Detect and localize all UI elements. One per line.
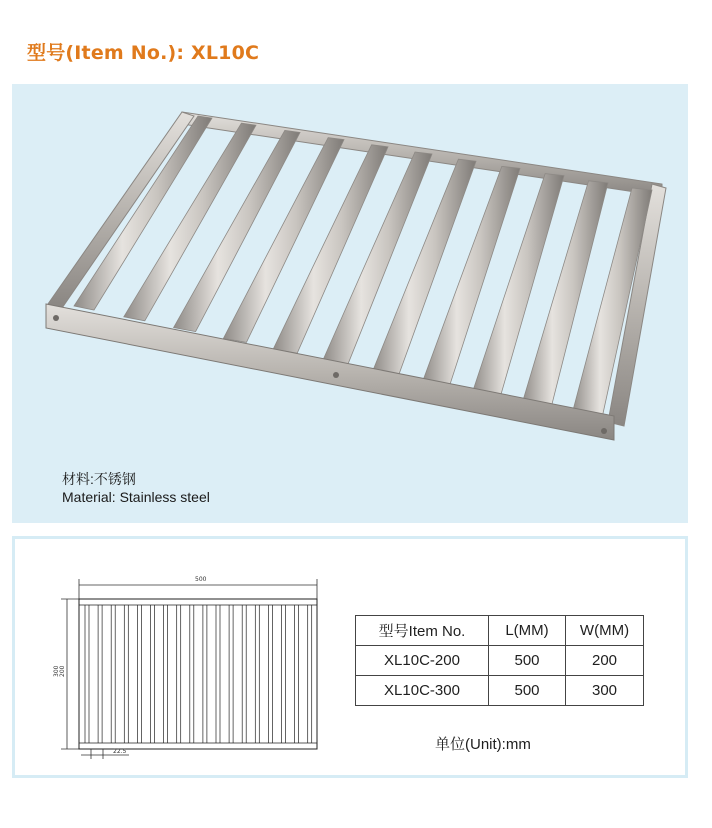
cell-item-no: XL10C-200 — [356, 646, 489, 676]
table-row — [356, 646, 644, 676]
material-en: Material: Stainless steel — [62, 489, 210, 505]
spec-table — [355, 615, 644, 706]
header-width: W(MM) — [566, 616, 644, 646]
rivet-left — [53, 315, 59, 321]
header-length: L(MM) — [489, 616, 566, 646]
material-caption — [62, 470, 210, 506]
dim-width-inner-label: 200 — [59, 665, 66, 677]
dim-width-outer-label: 300 — [53, 665, 60, 677]
header-item-no: 型号Item No. — [356, 616, 489, 646]
table-row — [356, 676, 644, 706]
table-header-row — [356, 616, 644, 646]
product-photo-panel — [12, 84, 688, 523]
frame-left-rail — [48, 112, 194, 308]
product-photo — [12, 84, 688, 523]
drawing-slats — [85, 605, 312, 743]
dim-spacing-label: 22.5 — [113, 748, 127, 755]
cell-length: 500 — [489, 646, 566, 676]
technical-drawing-panel — [12, 536, 688, 778]
cell-item-no: XL10C-300 — [356, 676, 489, 706]
page-title: 型号(Item No.): XL10C — [27, 42, 260, 64]
rivet-right — [601, 428, 607, 434]
material-cn: 材料:不锈钢 — [62, 471, 136, 487]
cell-length: 500 — [489, 676, 566, 706]
frame-front-rail — [46, 304, 614, 440]
cell-width: 300 — [566, 676, 644, 706]
technical-drawing — [51, 573, 321, 763]
rivet-center — [333, 372, 339, 378]
unit-note: 单位(Unit):mm — [435, 736, 531, 753]
cell-width: 200 — [566, 646, 644, 676]
dim-length-label: 500 — [195, 576, 207, 583]
